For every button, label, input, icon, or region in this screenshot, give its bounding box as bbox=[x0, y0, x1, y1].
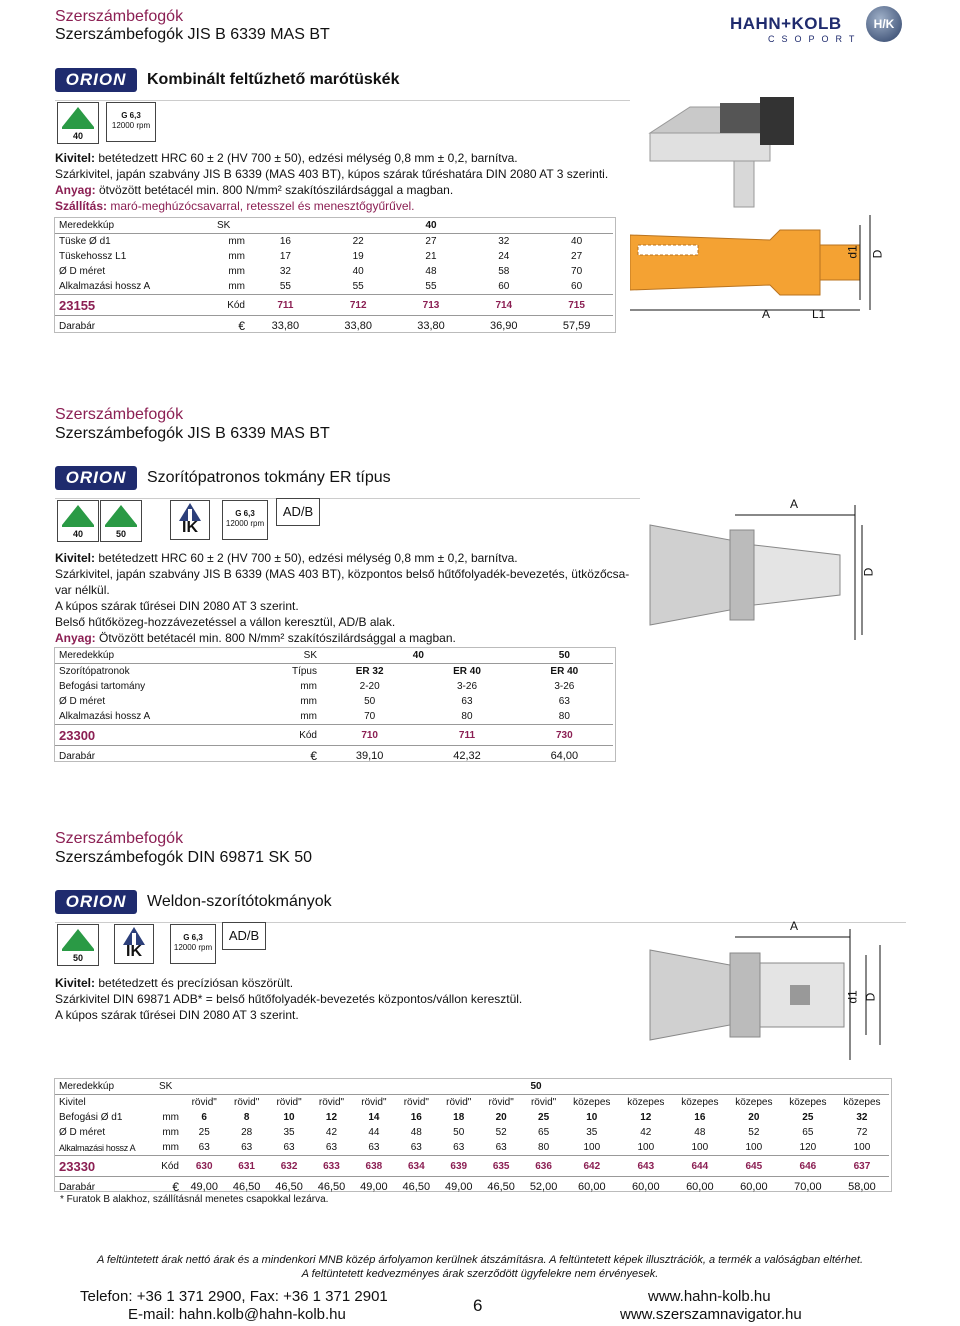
table-row: Befogási Ø d1 mm 6 8 10 12 14 16 18 20 25 10 12 16 20 25 32 bbox=[59, 1112, 868, 1123]
s3-line-1: Kivitel: betétedzett és precíziósan köszörült. bbox=[55, 976, 294, 990]
brand-main: HAHN+KOLB bbox=[730, 14, 842, 33]
table-row: Darabár € 33,80 33,80 33,80 36,90 57,59 bbox=[55, 316, 613, 337]
footer-email[interactable]: E-mail: hahn.kolb@hahn-kolb.hu bbox=[128, 1306, 346, 1323]
footer-phone: Telefon: +36 1 371 2900, Fax: +36 1 371 2901 bbox=[80, 1288, 388, 1305]
header-title: Szerszámbefogók JIS B 6339 MAS BT bbox=[55, 26, 330, 43]
collet-chuck-illustration bbox=[640, 495, 910, 645]
page-number: 6 bbox=[473, 1296, 483, 1315]
s3-line-2: Szárkivitel DIN 69871 ADB* = belső hűtőfolyadék-bevezetés központos/vállon keresztül. bbox=[55, 992, 523, 1006]
table-row: 23155 Kód 711 712 713 714 715 bbox=[55, 295, 613, 316]
section2-title: Szerszámbefogók JIS B 6339 MAS BT bbox=[55, 425, 330, 442]
table-row: Ø D méret mm 25 28 35 42 44 48 50 52 65 35 42 48 52 65 72 bbox=[59, 1127, 868, 1138]
s2-line-3: var nélkül. bbox=[55, 583, 110, 597]
dim-a: A bbox=[790, 919, 799, 933]
header-category: Szerszámbefogók bbox=[55, 8, 184, 25]
table-row: Alkalmazási hossz A mm 55 55 55 60 60 bbox=[59, 281, 583, 292]
dim-d1: d1 bbox=[845, 990, 860, 1004]
footer-web-2[interactable]: www.szerszamnavigator.hu bbox=[620, 1306, 802, 1323]
hk-emblem-icon: H/K bbox=[866, 6, 902, 42]
dim-a: A bbox=[790, 497, 799, 511]
s3-line-3: A kúpos szárak tűrései DIN 2080 AT 3 szerint. bbox=[55, 1008, 299, 1022]
table-row: 23330 Kód 630 631 632 633 638 634 639 635 636 642 643 644 645 646 637 bbox=[55, 1156, 889, 1177]
table-row: Tüske Ø d1 mm 16 22 27 32 40 bbox=[55, 234, 613, 250]
table-row: Alkalmazási hossz A mm 63 63 63 63 63 63 63 63 80 100 100 100 100 120 100 bbox=[59, 1142, 871, 1153]
section2-subtitle: Szorítópatronos tokmány ER típus bbox=[147, 469, 391, 486]
hrc-40-icon: 40 bbox=[57, 500, 99, 542]
hrc-50-icon: 50 bbox=[100, 500, 142, 542]
table-row: Darabár € 49,00 46,50 46,50 46,50 49,00 46,50 49,00 46,50 52,00 60,00 60,00 60,00 60,00 70,00 58,00 bbox=[55, 1177, 889, 1198]
section2-description bbox=[55, 550, 645, 646]
s2-line-1: Kivitel: betétedzett HRC 60 ± 2 (HV 700 ± 50), edzési mélység 0,8 mm ± 0,2, barnítva. bbox=[55, 551, 518, 565]
brand-sub: CSOPORT bbox=[768, 34, 862, 44]
section1-description bbox=[55, 150, 635, 214]
dim-d: D bbox=[863, 992, 878, 1002]
adb-badge: AD/B bbox=[222, 922, 266, 950]
section3-table: Meredekkúp SK 50 Kivitel rövid" rövid" rövid" rövid" rövid" rövid" rövid" rövid" rövid" közepes közepes közepes közepes közepes közepes Befogási Ø d1 mm 6 8 10 12 14 16 18 20 25 10 12 16 20 25 32 Ø D méret mm 25 28 35 42 44 48 50 52 65 35 42 48 52 65 72 Alkalmazási hossz A mm 63 63 63 63 63 63 63 63 80 100 100 100 100 120 100 23330 Kód 630 631 632 633 638 634 639 635 636 642 643 644 645 646 637 Darabár € 49,00 46,50 46,50 46,50 49,00 46,50 49,00 46,50 52,00 60,00 60,00 60,00 60,00 70,00 58,00 bbox=[55, 1079, 889, 1197]
s2-line-5: Belső hűtőközeg-hozzávezetéssel a vállon keresztül, AD/B alak. bbox=[55, 615, 396, 629]
s1-line-2: Szárkivitel, japán szabvány JIS B 6339 (MAS 403 BT), kúpos szárak tűréshatára DIN 2080 AT 3 szerinti. bbox=[55, 167, 609, 181]
section3-description bbox=[55, 975, 645, 1023]
orion-logo: ORION bbox=[55, 466, 137, 490]
internal-coolant-icon: IK bbox=[114, 924, 154, 964]
hrc-50-icon: 50 bbox=[57, 924, 99, 966]
s1-line-3: Anyag: ötvözött betétacél min. 800 N/mm² szakítószilárdsággal a magban. bbox=[55, 183, 454, 197]
internal-coolant-icon: IK bbox=[170, 500, 210, 540]
adb-badge: AD/B bbox=[276, 498, 320, 526]
dim-l1: L1 bbox=[812, 307, 826, 321]
section3-title: Szerszámbefogók DIN 69871 SK 50 bbox=[55, 849, 313, 866]
weldon-chuck-illustration bbox=[640, 919, 910, 1065]
hrc-40-icon: 40 bbox=[57, 102, 99, 144]
s1-line-1: Kivitel: betétedzett HRC 60 ± 2 (HV 700 ± 50), edzési mélység 0,8 mm ± 0,2, barnítva. bbox=[55, 151, 518, 165]
s2-line-2: Szárkivitel, japán szabvány JIS B 6339 (MAS 403 BT), központos belső hűtőfolyadék-bevezetés, ütközőcsa- bbox=[55, 567, 630, 581]
table-row: Befogási tartomány mm 2-20 3-26 3-26 bbox=[59, 681, 575, 692]
orion-logo: ORION bbox=[55, 890, 137, 914]
table-row: Kivitel rövid" rövid" rövid" rövid" rövid" rövid" rövid" rövid" rövid" közepes közepes közepes közepes közepes közepes bbox=[55, 1095, 889, 1111]
section2-category: Szerszámbefogók bbox=[55, 406, 184, 423]
arbor-illustration bbox=[630, 95, 910, 320]
section3-bar bbox=[55, 882, 906, 923]
s2-line-4: A kúpos szárak tűrései DIN 2080 AT 3 szerint. bbox=[55, 599, 299, 613]
table-row: Szorítópatronok Típus ER 32 ER 40 ER 40 bbox=[55, 664, 613, 680]
table-row: Ø D méret mm 50 63 63 bbox=[59, 696, 570, 707]
orion-logo: ORION bbox=[55, 68, 137, 92]
table-row: Ø D méret mm 32 40 48 58 70 bbox=[59, 266, 583, 277]
footer-web-1[interactable]: www.hahn-kolb.hu bbox=[648, 1288, 771, 1305]
footer-disclaimer-2: A feltüntetett kedvezményes árak szerződött ügyfelekre nem érvényesek. bbox=[301, 1268, 659, 1280]
footer-disclaimer-1: A feltüntetett árak nettó árak és a mindenkori MNB közép árfolyamon kerülnek átszámításra. A feltüntetett képek illusztrációk, a termék a valóságban eltérhet. bbox=[96, 1254, 864, 1266]
section1-table: Meredekkúp SK 40 Tüske Ø d1 mm 16 22 27 32 40 Tüskehossz L1 mm 17 19 21 24 27 Ø D méret mm 32 40 48 58 70 Alkalmazási hossz A mm 55 55 55 60 60 23155 Kód 711 712 713 714 715 Darabár € 33,80 33,80 33,80 36,90 57,59 bbox=[55, 218, 613, 336]
table-row: 23300 Kód 710 711 730 bbox=[55, 725, 613, 746]
arbor-drawing bbox=[630, 95, 910, 320]
s2-line-6: Anyag: Ötvözött betétacél min. 800 N/mm² szakítószilárdsággal a magban. bbox=[55, 631, 456, 645]
section3-category: Szerszámbefogók bbox=[55, 830, 184, 847]
dim-a: A bbox=[762, 307, 771, 321]
dim-d1: d1 bbox=[845, 245, 860, 259]
dim-d: D bbox=[870, 249, 885, 259]
table-row: Darabár € 39,10 42,32 64,00 bbox=[55, 746, 613, 767]
section3-footnote: * Furatok B alakhoz, szállításnál menetes csapokkal lezárva. bbox=[60, 1194, 329, 1205]
balance-icon: G 6,3 12000 rpm bbox=[170, 924, 216, 964]
section1-title: Kombinált feltűzhető marótüskék bbox=[147, 71, 400, 88]
balance-icon: G 6,3 12000 rpm bbox=[106, 102, 156, 142]
table-row: Tüskehossz L1 mm 17 19 21 24 27 bbox=[59, 251, 583, 262]
section2-table: Meredekkúp SK 40 50 Szorítópatronok Típus ER 32 ER 40 ER 40 Befogási tartomány mm 2-20 3-26 3-26 Ø D méret mm 50 63 63 Alkalmazási hossz A mm 70 80 80 23300 Kód 710 711 730 Darabár € 39,10 42,32 64,00 bbox=[55, 648, 613, 766]
brand-logo bbox=[730, 14, 860, 44]
s1-line-4: Szállítás: maró-meghúzócsavarral, retesszel és menesztőgyűrűvel. bbox=[55, 199, 415, 213]
section2-bar bbox=[55, 458, 906, 499]
dim-d: D bbox=[861, 567, 876, 577]
table-row: Alkalmazási hossz A mm 70 80 80 bbox=[59, 711, 570, 722]
balance-icon: G 6,3 12000 rpm bbox=[222, 500, 268, 540]
section3-subtitle: Weldon-szorítótokmányok bbox=[147, 893, 332, 910]
